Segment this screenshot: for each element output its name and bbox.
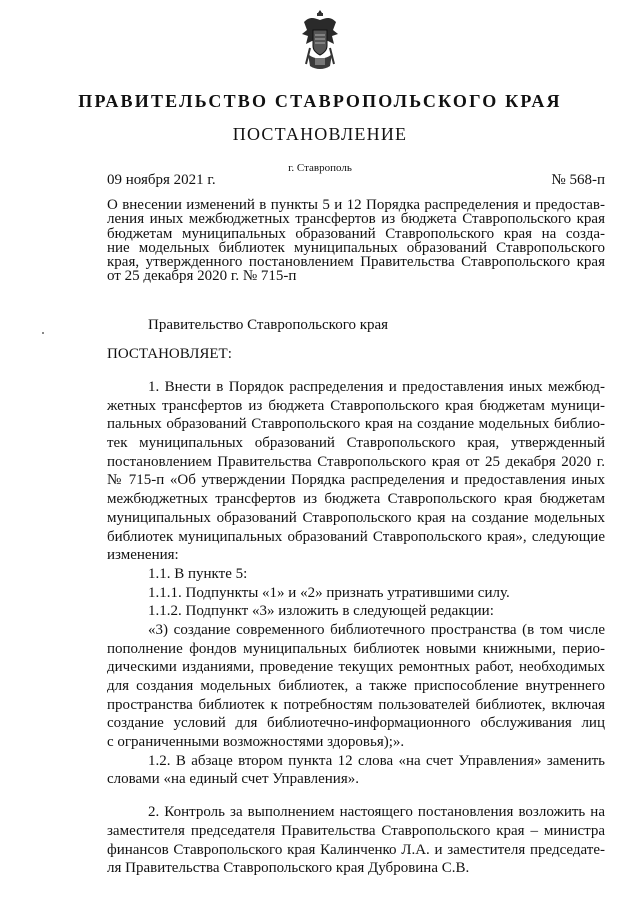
quote-line: создание условий для библиотечно-информационного обслуживания лиц: [107, 715, 605, 732]
subject-line: края, утвержденного постановлением Правительства Ставропольского края: [107, 254, 605, 271]
paragraph-1-line: пальных образований Ставропольского края на создание модельных библио-: [107, 416, 605, 433]
issuer: Правительство Ставропольского края: [148, 317, 389, 333]
document-number: № 568-п: [551, 172, 605, 188]
quote-line: пространства библиотек к потребностям пользователей библиотек, включая: [107, 696, 605, 713]
subject-line: О внесении изменений в пункты 5 и 12 Порядка распределения и предостав-: [107, 197, 605, 213]
paragraph-1-line: библиотек муниципальных образований Ставропольского края», следующие: [107, 528, 605, 545]
paragraph-1-line: № 715-п «Об утверждении Порядка распределения и предоставления иных: [107, 472, 605, 489]
subject-line: ления иных межбюджетных трансфертов из бюджета Ставропольского края: [107, 211, 605, 228]
quote-line: «3) создание современного библиотечного пространства (в том числе: [148, 621, 605, 638]
paragraph-1-line: жетных трансфертов из бюджета Ставропольского края бюджетам муници-: [107, 397, 605, 414]
document-type: ПОСТАНОВЛЕНИЕ: [232, 124, 408, 144]
paragraph-gap: [107, 789, 605, 803]
subject-line: бюджетам муниципальных образований Ставропольского края на созда-: [107, 225, 605, 242]
decree-word: ПОСТАНОВЛЯЕТ:: [107, 346, 232, 362]
paragraph-2-line: заместителя председателя Правительства Ставропольского края – министра: [107, 822, 605, 839]
paragraph-1-line: тек муниципальных образований Ставропольского края, утвержденный: [107, 435, 605, 452]
paragraph-2-line: ля Правительства Ставропольского края Дубровина С.В.: [107, 860, 470, 877]
quote-line: пополнение фондов муниципальных библиотек новыми книжными, перио-: [107, 640, 605, 657]
subitem-1-2-line: словами «на единый счет Управления».: [107, 771, 359, 788]
paragraph-2-line: 2. Контроль за выполнением настоящего постановления возложить на: [148, 804, 605, 821]
paragraph-2-line: финансов Ставропольского края Калинченко Л.А. и заместителя председате-: [107, 841, 605, 858]
subitem-1-2-line: 1.2. В абзаце втором пункта 12 слова «на счет Управления» заменить: [148, 752, 605, 769]
subject-line: от 25 декабря 2020 г. № 715-п: [107, 268, 297, 285]
document-date: 09 ноября 2021 г.: [107, 172, 216, 188]
subject-line: ние модельных библиотек муниципальных образований Ставропольского: [107, 239, 605, 256]
subitem-1-1: 1.1. В пункте 5:: [148, 565, 248, 582]
margin-mark: [42, 332, 44, 334]
document-subject: [107, 198, 605, 284]
quote-line: дическими изданиями, проведение текущих ремонтных работ, необходимых: [107, 659, 605, 676]
government-title: ПРАВИТЕЛЬСТВО СТАВРОПОЛЬСКОГО КРАЯ: [78, 91, 562, 111]
subitem-1-1-1: 1.1.1. Подпункты «1» и «2» признать утратившими силу.: [148, 584, 510, 601]
city: г. Ставрополь: [288, 162, 352, 174]
document-body: [107, 378, 605, 878]
coat-of-arms-emblem: [300, 8, 340, 70]
paragraph-1-line: муниципальных образований Ставропольского края на создание модельных: [107, 509, 605, 526]
paragraph-1-line: межбюджетных трансфертов из бюджета Ставропольского края бюджетам: [107, 491, 605, 508]
paragraph-1-line: постановлением Правительства Ставропольского края от 25 декабря 2020 г.: [107, 453, 605, 470]
subitem-1-1-2: 1.1.2. Подпункт «3» изложить в следующей редакции:: [148, 603, 494, 620]
quote-line: для создания модельных библиотек, а также приспособление внутреннего: [107, 678, 605, 694]
paragraph-1-line: изменения:: [107, 547, 179, 564]
quote-line: с ограниченными возможностями здоровья);».: [107, 734, 405, 751]
paragraph-1-line: 1. Внести в Порядок распределения и предоставления иных межбюд-: [148, 379, 605, 395]
